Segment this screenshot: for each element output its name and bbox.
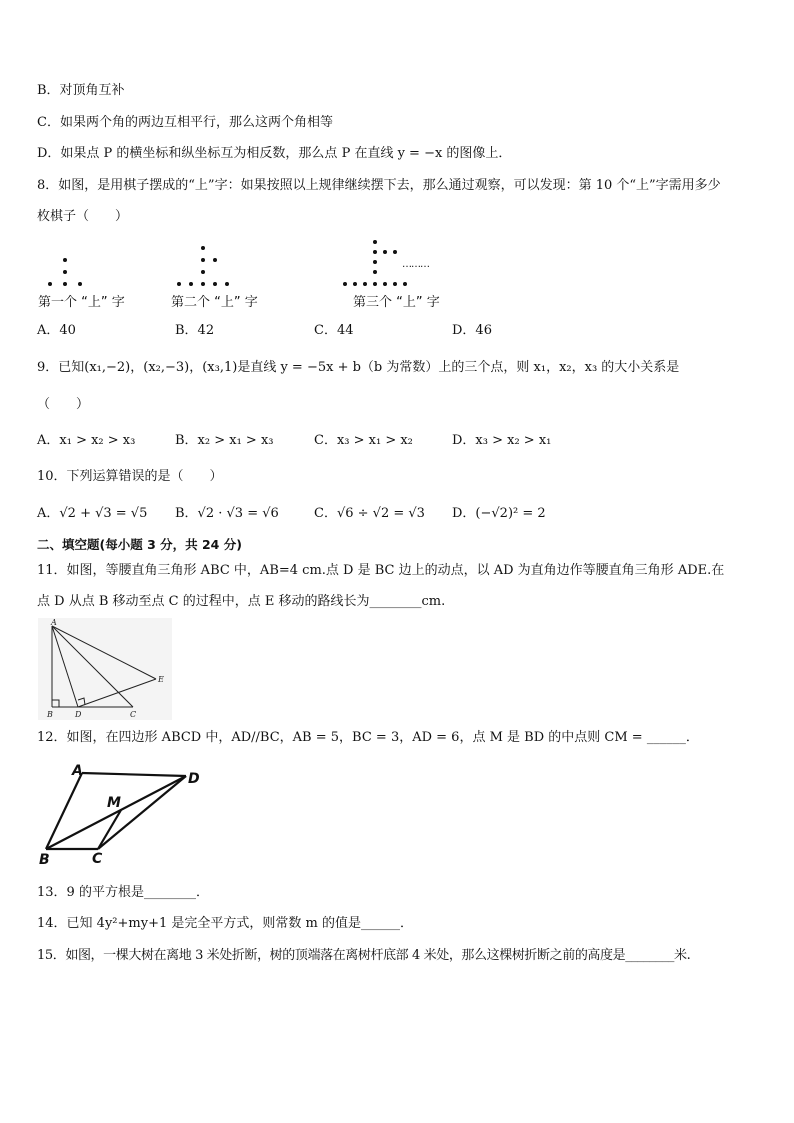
q10-choice-c: C．√6 ÷ √2 = √3	[314, 506, 425, 521]
q12-figure	[36, 760, 216, 866]
section-2-heading: 二、填空题(每小题 3 分，共 24 分)	[37, 537, 242, 552]
q11-figure	[38, 618, 172, 720]
q11-label-d: D	[75, 710, 82, 719]
q8-pattern-3	[343, 240, 407, 286]
q13-stem: 13．9 的平方根是________．	[37, 885, 209, 900]
q11-label-e: E	[158, 675, 164, 684]
q11-stem-cont: 点 D 从点 B 移动至点 C 的过程中，点 E 移动的路线长为________cm.	[37, 594, 446, 609]
q7-option-d: D．如果点 P 的横坐标和纵坐标互为相反数，那么点 P 在直线 y = −x 的图像上．	[37, 146, 512, 161]
q12-label-c: C	[92, 851, 103, 866]
q7-option-c: C．如果两个角的两边互相平行，那么这两个角相等	[37, 115, 333, 130]
q12-label-d: D	[188, 771, 200, 787]
q10-choice-a: A．√2 + √3 = √5	[37, 506, 148, 521]
q8-choice-c: C．44	[314, 323, 354, 338]
q9-choice-b: B．x₂ > x₁ > x₃	[175, 433, 274, 448]
q8-caption-1: 第一个 “上” 字	[38, 295, 125, 310]
q12-label-a: A	[72, 763, 83, 779]
q10-stem: 10．下列运算错误的是（ ）	[37, 469, 223, 484]
q11-stem: 11．如图，等腰直角三角形 ABC 中，AB=4 cm.点 D 是 BC 边上的动点，以 AD 为直角边作等腰直角三角形 ADE.在	[37, 563, 725, 578]
q11-label-b: B	[47, 710, 53, 719]
q10-choice-d: D．(−√2)² = 2	[452, 506, 546, 521]
q12-stem: 12．如图，在四边形 ABCD 中，AD//BC，AB = 5，BC = 3，AD = 6，点 M 是 BD 的中点则 CM = ______．	[37, 730, 699, 745]
q9-stem-cont: （ ）	[37, 397, 90, 412]
q7-option-b: B．对顶角互补	[37, 83, 125, 98]
q8-caption-2: 第二个 “上” 字	[171, 295, 258, 310]
q9-choice-c: C．x₃ > x₁ > x₂	[314, 433, 413, 448]
q8-choice-b: B．42	[175, 323, 215, 338]
q9-stem: 9．已知(x₁,−2)，(x₂,−3)，(x₃,1)是直线 y = −5x + b（b 为常数）上的三个点，则 x₁，x₂，x₃ 的大小关系是	[37, 360, 680, 375]
q9-choice-d: D．x₃ > x₂ > x₁	[452, 433, 552, 448]
q8-choice-d: D．46	[452, 323, 492, 338]
q8-caption-3: 第三个 “上” 字	[353, 295, 440, 310]
q10-choice-b: B．√2 · √3 = √6	[175, 506, 279, 521]
q12-label-b: B	[39, 852, 50, 866]
q12-label-m: M	[107, 795, 121, 811]
q8-pattern-2	[177, 246, 229, 286]
q9-choice-a: A．x₁ > x₂ > x₃	[37, 433, 136, 448]
q11-label-c: C	[130, 710, 137, 719]
q11-label-a: A	[51, 618, 57, 627]
q8-pattern-1	[48, 258, 82, 286]
q15-stem: 15．如图，一棵大树在离地 3 米处折断，树的顶端落在离树杆底部 4 米处，那么这棵树折断之前的高度是________米.	[37, 948, 691, 963]
q8-ellipsis: ………	[402, 259, 429, 270]
q8-stem: 8．如图，是用棋子摆成的“上”字：如果按照以上规律继续摆下去，那么通过观察，可以发现：第 10 个“上”字需用多少	[37, 178, 721, 193]
q8-stem-cont: 枚棋子（ ）	[37, 209, 129, 224]
q14-stem: 14．已知 4y²+my+1 是完全平方式，则常数 m 的值是______．	[37, 916, 413, 931]
q8-choice-a: A．40	[37, 323, 76, 338]
